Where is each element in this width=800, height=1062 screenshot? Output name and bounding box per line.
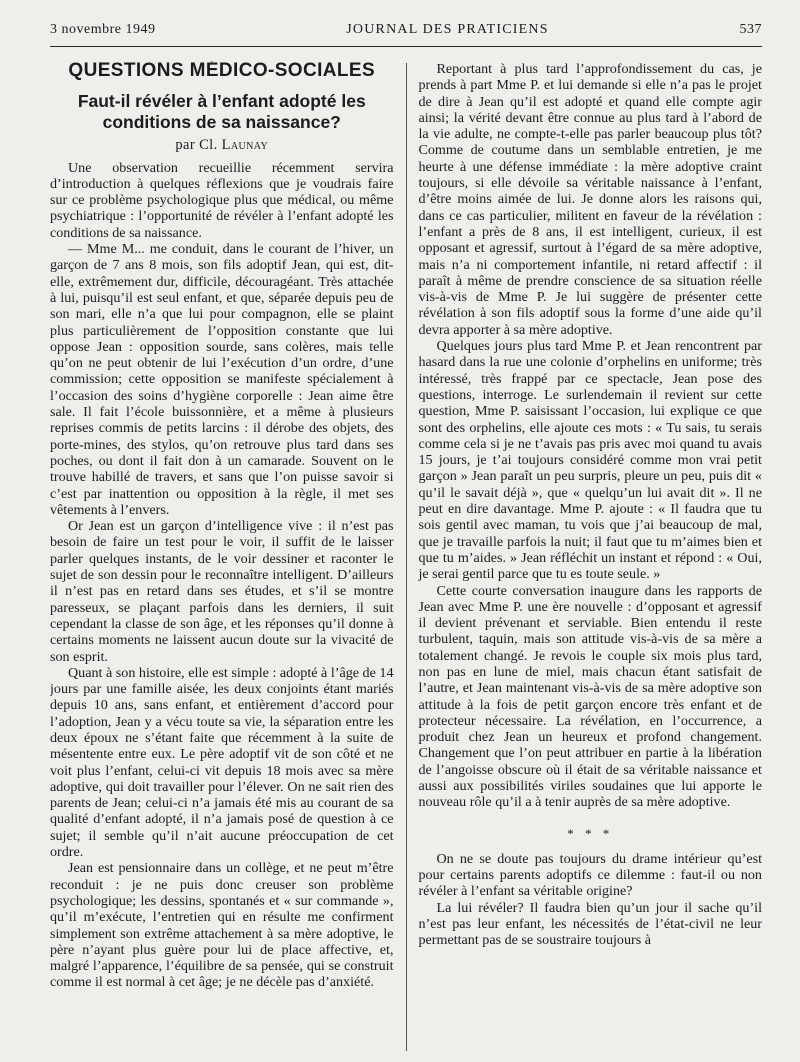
page-number: 537 bbox=[739, 22, 762, 37]
section-separator: * * * bbox=[567, 825, 614, 841]
byline-prefix: par Cl. bbox=[175, 137, 218, 154]
paragraph: On ne se doute pas toujours du drame intérieur qu’est pour certains parents adoptifs ce dilemme : faut-il ou non révéler à l’enfant sa véritable origine? bbox=[418, 850, 762, 900]
paragraph: Or Jean est un garçon d’intelligence vive : il n’est pas besoin de faire un test pour le voir, il suffit de le laisser parler quelques instants, de le voir dessiner et raconter le sujet de son dessin pour le reconnaître intelligent. D’ailleurs il n’est pas en retard dans ses études, et s’il se montre paresseux, se plaçant parfois dans les derniers, il suit cependant la classe de son âge, et les réponses qu’il donne à certains moments ne laissent aucun doute sur la vivacité de son esprit. bbox=[50, 518, 394, 665]
article-columns bbox=[50, 61, 762, 1051]
author-name: Launay bbox=[221, 137, 269, 154]
paragraph: Quelques jours plus tard Mme P. et Jean rencontrent par hasard dans la rue une colonie d’orphelins en uniforme; très intéressé, très frappé par ce spectacle, Jean pose des questions, interroge. Le surlendemain il revient sur cette question, Mme P. saisissant l’occasion, lui explique ce que sont des orphelins, elle ajoute ces mots : « Tu sais, tu serais comme cela si je ne t’avais pas pris avec moi quand tu avais 15 jours, je t’ai toujours considéré comme mon vrai petit garçon » Jean paraît un peu surpris, pleure un peu, puis dit « qu’il le savait déjà », que « quelqu’un lui avait dit ». Il ne peut en dire davantage. Mme P. ajoute : « Il faudra que tu sois gentil avec maman, tu vois que j’ai beaucoup de mal, que je travaille parfois la nuit; il faut que tu m’aimes bien et que tu m’aides. » Jean réfléchit un instant et répond : « Oui, je serai gentil parce que tu es toute seule. » bbox=[418, 338, 762, 583]
article-title: Faut-il révéler à l’enfant adopté les conditions de sa naissance? bbox=[77, 91, 366, 133]
left-column bbox=[50, 61, 406, 1051]
running-header bbox=[50, 22, 762, 47]
paragraph: — Mme M... me conduit, dans le courant de l’hiver, un garçon de 7 ans 8 mois, son fils adoptif Jean, qui est, dit-elle, extrêmement dur, difficile, découragéant. Très attachée à lui, puisqu’il est seul enfant, et que, séparée depuis peu de son mari, elle n’a que lui pour compagnon, elle se plaint plus particulièrement de l’opposition constante que lui oppose Jean : opposition sourde, sans colères, mais telle qu’on ne peut obtenir de lui l’exécution d’un ordre, d’une commission; cette opposition se manifeste spécialement à l’occasion des soins d’hygiène corporelle : Jean aime être sale. Il fait l’école buissonnière, et a même à plusieurs reprises commis de petits larcins : il dérobe des objets, des porte-mines, des stylos, qu’on retrouve plus tard dans ses poches, ou dont il fait don à un camarade. Souvent on le trouve habillé de travers, et sans que l’on puisse savoir si c’est par inattention ou opposition à la règle, il met ses vêtements à l’envers. bbox=[50, 241, 394, 518]
paragraph: Une observation recueillie récemment servira d’introduction à quelques réflexions que je voudrais faire sur ce problème psychologique plus que médical, ou même psychiatrique : l’opportunité de révéler à l’enfant adopté les conditions de sa naissance. bbox=[50, 159, 394, 241]
journal-title: JOURNAL DES PRATICIENS bbox=[346, 22, 549, 37]
paragraph: Jean est pensionnaire dans un collège, et ne peut m’être reconduit : je ne puis donc creuser son problème psychologique; les dessins, spontanés et « sur commande », qu’il m’exécute, l’entretien qui en résulte me confirment simplement son extrême attachement à sa mère adoptive, le père n’ayant plus guère pour lui de place affective, et, malgré l’apparence, l’équilibre de sa pensée, qui se construit comme il est normal à cet âge; je ne décèle pas d’anxiété. bbox=[50, 860, 394, 991]
section-heading: QUESTIONS MÉDICO-SOCIALES bbox=[68, 61, 376, 81]
right-column bbox=[406, 61, 762, 1051]
issue-date: 3 novembre 1949 bbox=[50, 22, 156, 37]
paragraph: La lui révéler? Il faudra bien qu’un jour il sache qu’il n’est pas leur enfant, les nécessités de l’état-civil ne leur permettant pas de se soustraire toujours à bbox=[418, 899, 762, 949]
paragraph: Reportant à plus tard l’approfondissement du cas, je prends à part Mme P. et lui demande si elle n’a pas le projet de dire à Jean qu’il est adopté et quand elle compte agir ainsi; la vérité devant être connue au plus tard à l’abord de la vie adulte, ne compte-t-elle pas parler beaucoup plus tôt? Comme de coutume dans un semblable entretien, je me heurte à une défense immédiate : la mère adoptive craint toujours, si elle dévoile sa véritable naissance à l’enfant, d’être moins aimée de lui. Je donne alors les raisons qui, dans ce cas particulier, militent en faveur de la révélation : l’enfant a près de 8 ans, il est intelligent, curieux, il est opposant et agressif, surtout à l’égard de sa mère adoptive, mais n’a ni comportement infantile, ni retard affectif : il paraît à même de prendre conscience de sa situation réelle vis-à-vis de Mme P. Je lui suggère de présenter cette révélation à son fils adoptif sous la forme d’une aide qu’il devra apporter à sa mère adoptive. bbox=[418, 61, 762, 338]
paragraph: Cette courte conversation inaugure dans les rapports de Jean avec Mme P. une ère nouvelle : d’opposant et agressif il devient prévenant et serviable. Bien entendu il reste turbulent, taquin, mais son attitude vis-à-vis de sa mère a totalement changé. Je revois le couple six mois plus tard, non pas en lune de miel, mais chacun étant satisfait de l’autre, et Jean maintenant vis-à-vis de sa mère adoptive son attitude à la fois de petit garçon encore très enfant et de protecteur nécessaire. La révélation, en l’occurrence, a produit chez Jean un heureux et profond changement. Changement que l’on peut attribuer en partie à la libération de l’angoisse obscure où il était de sa véritable naissance et aussi aux possibilités viriles soudaines que lui apporte le nouveau rôle qu’il a à tenir auprès de sa mère adoptive. bbox=[418, 582, 762, 811]
paragraph: Quant à son histoire, elle est simple : adopté à l’âge de 14 jours par une famille aisée, les deux conjoints étant mariés depuis 10 ans, sans enfant, et entièrement d’accord pour l’adoption, Jean y a vécu toute sa vie, la séparation entre les deux époux ne s’étant faite que récemment à la suite de mésentente entre eux. Le père adoptif vit de son côté et ne voit plus l’enfant, celui-ci vit depuis 18 mois avec sa mère adoptive, qui doit travailler pour l’élever. On ne sait rien des parents de Jean; celui-ci n’a jamais été mis au courant de sa qualité d’enfant adopté, il n’a jamais posé de question à ce sujet; il semble qu’il n’ait aucune préoccupation de cet ordre. bbox=[50, 664, 394, 861]
byline bbox=[50, 137, 394, 153]
